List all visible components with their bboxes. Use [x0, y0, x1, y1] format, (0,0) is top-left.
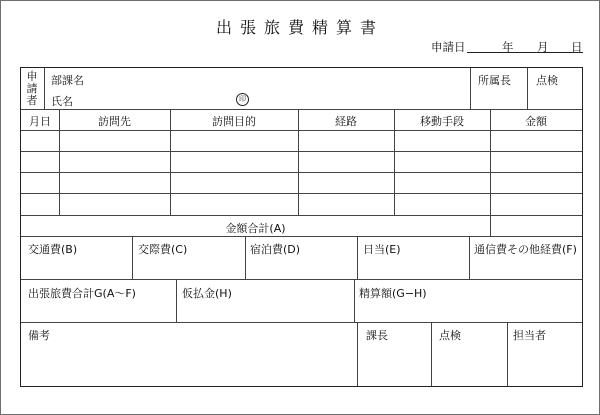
footer-check-label: 点検 — [439, 329, 461, 342]
manager-label: 所属長 — [478, 74, 511, 87]
person-in-charge-label: 担当者 — [513, 329, 546, 342]
column-header-destination: 訪問先 — [98, 115, 131, 128]
col-divider — [176, 279, 177, 322]
lodging-expense-label: 宿泊費(D) — [250, 243, 301, 256]
transport-expense-label: 交通費(B) — [28, 243, 78, 256]
year-unit: 年 — [502, 40, 514, 54]
col-divider — [469, 236, 470, 279]
row-divider — [21, 130, 582, 131]
section-chief-label: 課長 — [366, 329, 388, 342]
row-divider — [21, 236, 582, 237]
department-label: 部課名 — [51, 74, 84, 87]
col-divider — [470, 68, 471, 109]
form-title: 出張旅費精算書 — [215, 18, 384, 37]
entertainment-expense-label: 交際費(C) — [138, 243, 188, 256]
month-unit: 月 — [537, 40, 549, 54]
row-divider — [21, 151, 582, 152]
applicant-header-char: 申 — [26, 70, 38, 83]
name-label: 氏名 — [51, 95, 73, 108]
advance-payment-label: 仮払金(H) — [182, 287, 232, 300]
row-divider — [21, 322, 582, 323]
row-divider — [21, 279, 582, 280]
col-divider — [431, 322, 432, 386]
col-divider — [245, 236, 246, 279]
column-header-transport-method: 移動手段 — [420, 115, 464, 128]
column-header-purpose: 訪問目的 — [212, 115, 256, 128]
travel-total-label: 出張旅費合計G(A〜F) — [28, 287, 136, 300]
row-divider — [21, 193, 582, 194]
col-divider — [132, 236, 133, 279]
row-divider — [21, 172, 582, 173]
col-divider — [354, 279, 355, 322]
check-label: 点検 — [536, 74, 558, 87]
applicant-header-char: 請 — [26, 82, 38, 95]
column-header-route: 経路 — [335, 115, 357, 128]
application-date-label: 申請日 — [431, 40, 466, 54]
column-header-date: 月日 — [29, 115, 51, 128]
col-divider — [507, 322, 508, 386]
amount-total-label: 金額合計(A) — [225, 222, 286, 235]
day-unit: 日 — [571, 40, 583, 54]
row-divider — [21, 109, 582, 110]
settlement-amount-label: 精算額(G−H) — [359, 287, 427, 300]
remarks-label: 備考 — [28, 329, 50, 342]
col-divider — [527, 68, 528, 109]
col-divider — [357, 236, 358, 279]
daily-allowance-label: 日当(E) — [363, 243, 401, 256]
form-table — [20, 67, 583, 387]
applicant-header — [26, 71, 38, 107]
application-date-line[interactable] — [467, 52, 583, 53]
row-divider — [21, 215, 582, 216]
column-header-amount: 金額 — [525, 115, 547, 128]
col-divider — [44, 68, 45, 109]
communication-expense-label: 通信費その他経費(F) — [474, 243, 577, 256]
seal-mark: 印 — [236, 93, 249, 106]
col-divider — [357, 322, 358, 386]
applicant-header-char: 者 — [26, 94, 38, 107]
